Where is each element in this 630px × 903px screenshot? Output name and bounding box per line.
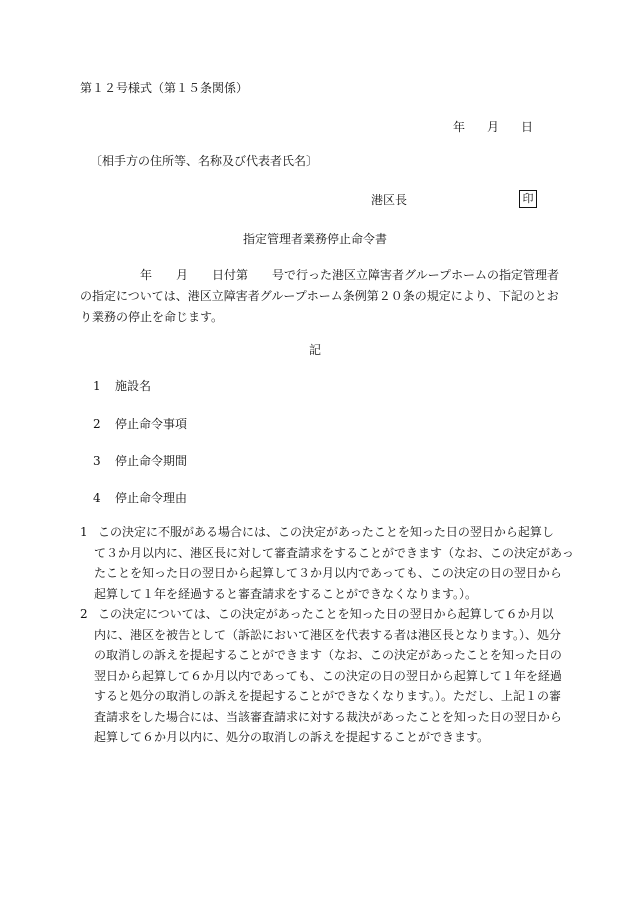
list-item [93, 488, 187, 508]
body-line: 年 月 日付第 号で行った港区立障害者グループホームの指定管理者 [80, 268, 560, 282]
issuer-name: 港区長 [371, 193, 408, 207]
note-2 [80, 604, 560, 748]
item-label: 施設名 [115, 379, 152, 393]
note-line: の取消しの訴えを提起することができます（なお、この決定があったことを知った日の [94, 648, 562, 662]
date-year: 年 [453, 120, 466, 134]
document-title: 指定管理者業務停止命令書 [242, 232, 387, 246]
note-line: て３か月以内に、港区長に対して審査請求をすることができます（なお、この決定があっ [94, 545, 574, 560]
note-1 [80, 522, 574, 604]
date-day: 日 [521, 120, 534, 134]
recipient-line: 〔相手方の住所等、名称及び代表者氏名〕 [90, 154, 319, 168]
item-number: 3 [93, 454, 101, 468]
item-number: 1 [93, 379, 101, 393]
note-number: 1 [80, 525, 88, 539]
form-number: 第１２号様式（第１５条関係） [80, 81, 249, 95]
note-line: たことを知った日の翌日から起算して３か月以内であっても、この決定の日の翌日から [94, 566, 562, 580]
body-line: の指定については、港区立障害者グループホーム条例第２０条の規定により、下記のとお [80, 289, 559, 303]
appeal-notes [80, 522, 574, 748]
note-line: 起算して６か月以内に、処分の取消しの訴えを提起することができます。 [94, 730, 490, 744]
issue-date [453, 117, 533, 137]
item-number: 4 [93, 491, 101, 505]
note-line: 翌日から起算して６か月以内であっても、この決定の日の翌日から起算して１年を経過 [94, 668, 562, 683]
note-line: すると処分の取消しの訴えを提起することができなくなります。）。ただし、上記１の審 [94, 689, 562, 703]
item-number: 2 [93, 417, 101, 431]
list-item [93, 451, 187, 471]
item-label: 停止命令理由 [115, 491, 188, 505]
body-line: り業務の停止を命じます。 [80, 310, 224, 324]
list-item [93, 414, 187, 434]
list-item [93, 376, 151, 396]
ki-heading: 記 [308, 343, 321, 357]
note-line: 査請求をした場合には、当該審査請求に対する裁決があったことを知った日の翌日から [94, 709, 562, 724]
note-line: 内に、港区を被告として（訴訟において港区を代表する者は港区長となります。）、処分 [94, 627, 562, 642]
note-line: 起算して１年を経過すると審査請求をすることができなくなります。）。 [94, 586, 478, 601]
item-label: 停止命令期間 [115, 454, 188, 468]
note-number: 2 [80, 607, 88, 621]
item-label: 停止命令事項 [115, 417, 188, 431]
note-line: この決定については、この決定があったことを知った日の翌日から起算して６か月以 [98, 607, 554, 621]
date-month: 月 [487, 120, 500, 134]
body-paragraph [80, 265, 560, 328]
note-line: この決定に不服がある場合には、この決定があったことを知った日の翌日から起算し [98, 525, 554, 539]
seal-mark: 印 [519, 190, 537, 208]
